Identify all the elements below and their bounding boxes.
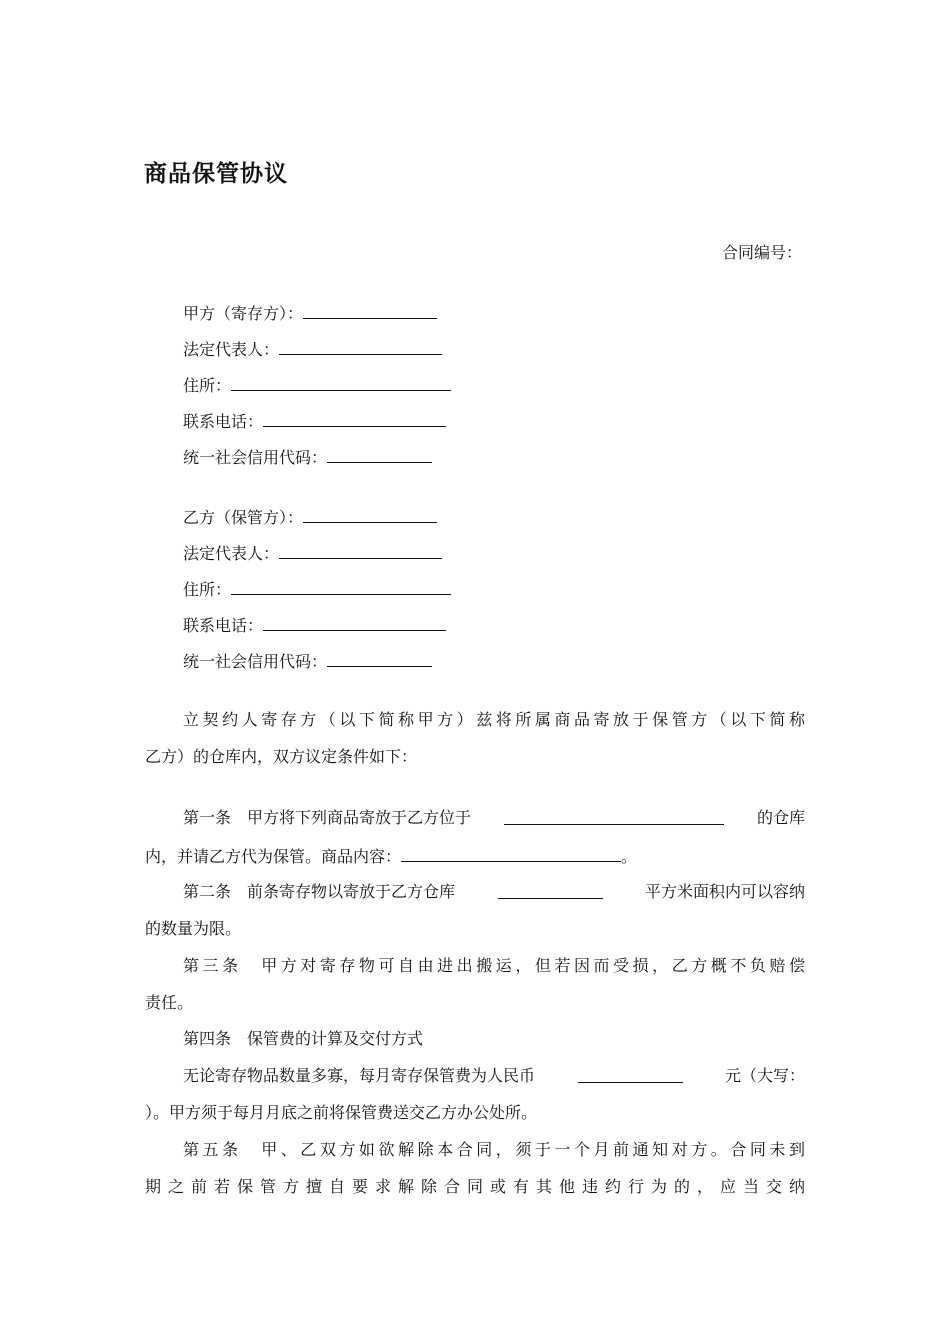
party-a-credit-code-row — [183, 446, 432, 468]
contract-number-label: 合同编号： — [721, 243, 802, 262]
article-4-line-2: ）。甲方须于每月月底之前将保管费送交乙方办公处所。 — [145, 1103, 538, 1122]
party-a-rep-field[interactable] — [279, 338, 442, 355]
party-b-name-label: 乙方（保管方）： — [183, 508, 304, 527]
article-4-fee-field[interactable] — [578, 1066, 683, 1083]
preamble-line-1: 立契约人寄存方（以下简称甲方）兹将所属商品寄放于保管方（以下简称 — [183, 710, 805, 729]
party-b-name-row — [183, 506, 437, 528]
article-4-line-1: 无论寄存物品数量多寡，每月寄存保管费为人民币 元（大写： — [183, 1066, 805, 1085]
party-a-rep-row — [183, 338, 442, 360]
party-a-phone-label: 联系电话： — [183, 412, 264, 431]
article-5-line-2: 期之前若保管方擅自要求解除合同或有其他违约行为的，应当交纳 — [145, 1177, 805, 1196]
article-3-line-1: 第三条 甲方对寄存物可自由进出搬运，但若因而受损，乙方概不负赔偿 — [183, 956, 805, 975]
party-a-phone-row — [183, 410, 446, 432]
party-b-rep-label: 法定代表人： — [183, 544, 280, 563]
party-b-address-field[interactable] — [231, 578, 451, 595]
party-b-rep-field[interactable] — [279, 542, 442, 559]
article-1-line-2: 内，并请乙方代为保管。商品内容： 。 — [145, 847, 638, 866]
article-5-line-1: 第五条 甲、乙双方如欲解除本合同，须于一个月前通知对方。合同未到 — [183, 1140, 805, 1159]
article-1-goods-field[interactable] — [401, 845, 621, 862]
party-a-credit-code-field[interactable] — [327, 446, 432, 463]
article-2-area-field[interactable] — [498, 882, 603, 899]
party-b-rep-row — [183, 542, 442, 564]
article-1-line-1: 第一条 甲方将下列商品寄放于乙方位于 的仓库 — [183, 808, 805, 827]
party-a-name-field[interactable] — [303, 302, 437, 319]
party-a-address-row — [183, 374, 451, 396]
party-b-address-label: 住所： — [183, 580, 232, 599]
party-b-address-row — [183, 578, 451, 600]
preamble-line-2: 乙方）的仓库内，双方议定条件如下： — [145, 747, 418, 766]
party-b-phone-field[interactable] — [263, 614, 446, 631]
article-4-title: 第四条 保管费的计算及交付方式 — [183, 1029, 424, 1048]
page-title: 商品保管协议 — [144, 161, 288, 187]
party-b-credit-code-label: 统一社会信用代码： — [183, 652, 328, 671]
party-a-phone-field[interactable] — [263, 410, 446, 427]
party-a-rep-label: 法定代表人： — [183, 340, 280, 359]
article-2-line-2: 的数量为限。 — [145, 919, 242, 938]
party-a-address-field[interactable] — [231, 374, 451, 391]
article-3-line-2: 责任。 — [145, 993, 194, 1012]
party-a-address-label: 住所： — [183, 376, 232, 395]
party-b-phone-row — [183, 614, 446, 636]
party-a-name-row — [183, 302, 437, 324]
party-b-name-field[interactable] — [303, 506, 437, 523]
article-1-location-field[interactable] — [504, 808, 724, 825]
party-b-credit-code-field[interactable] — [327, 650, 432, 667]
party-a-name-label: 甲方（寄存方）： — [183, 304, 304, 323]
article-2-line-1: 第二条 前条寄存物以寄放于乙方仓库 平方米面积内可以容纳 — [183, 882, 805, 901]
party-b-credit-code-row — [183, 650, 432, 672]
party-b-phone-label: 联系电话： — [183, 616, 264, 635]
party-a-credit-code-label: 统一社会信用代码： — [183, 448, 328, 467]
